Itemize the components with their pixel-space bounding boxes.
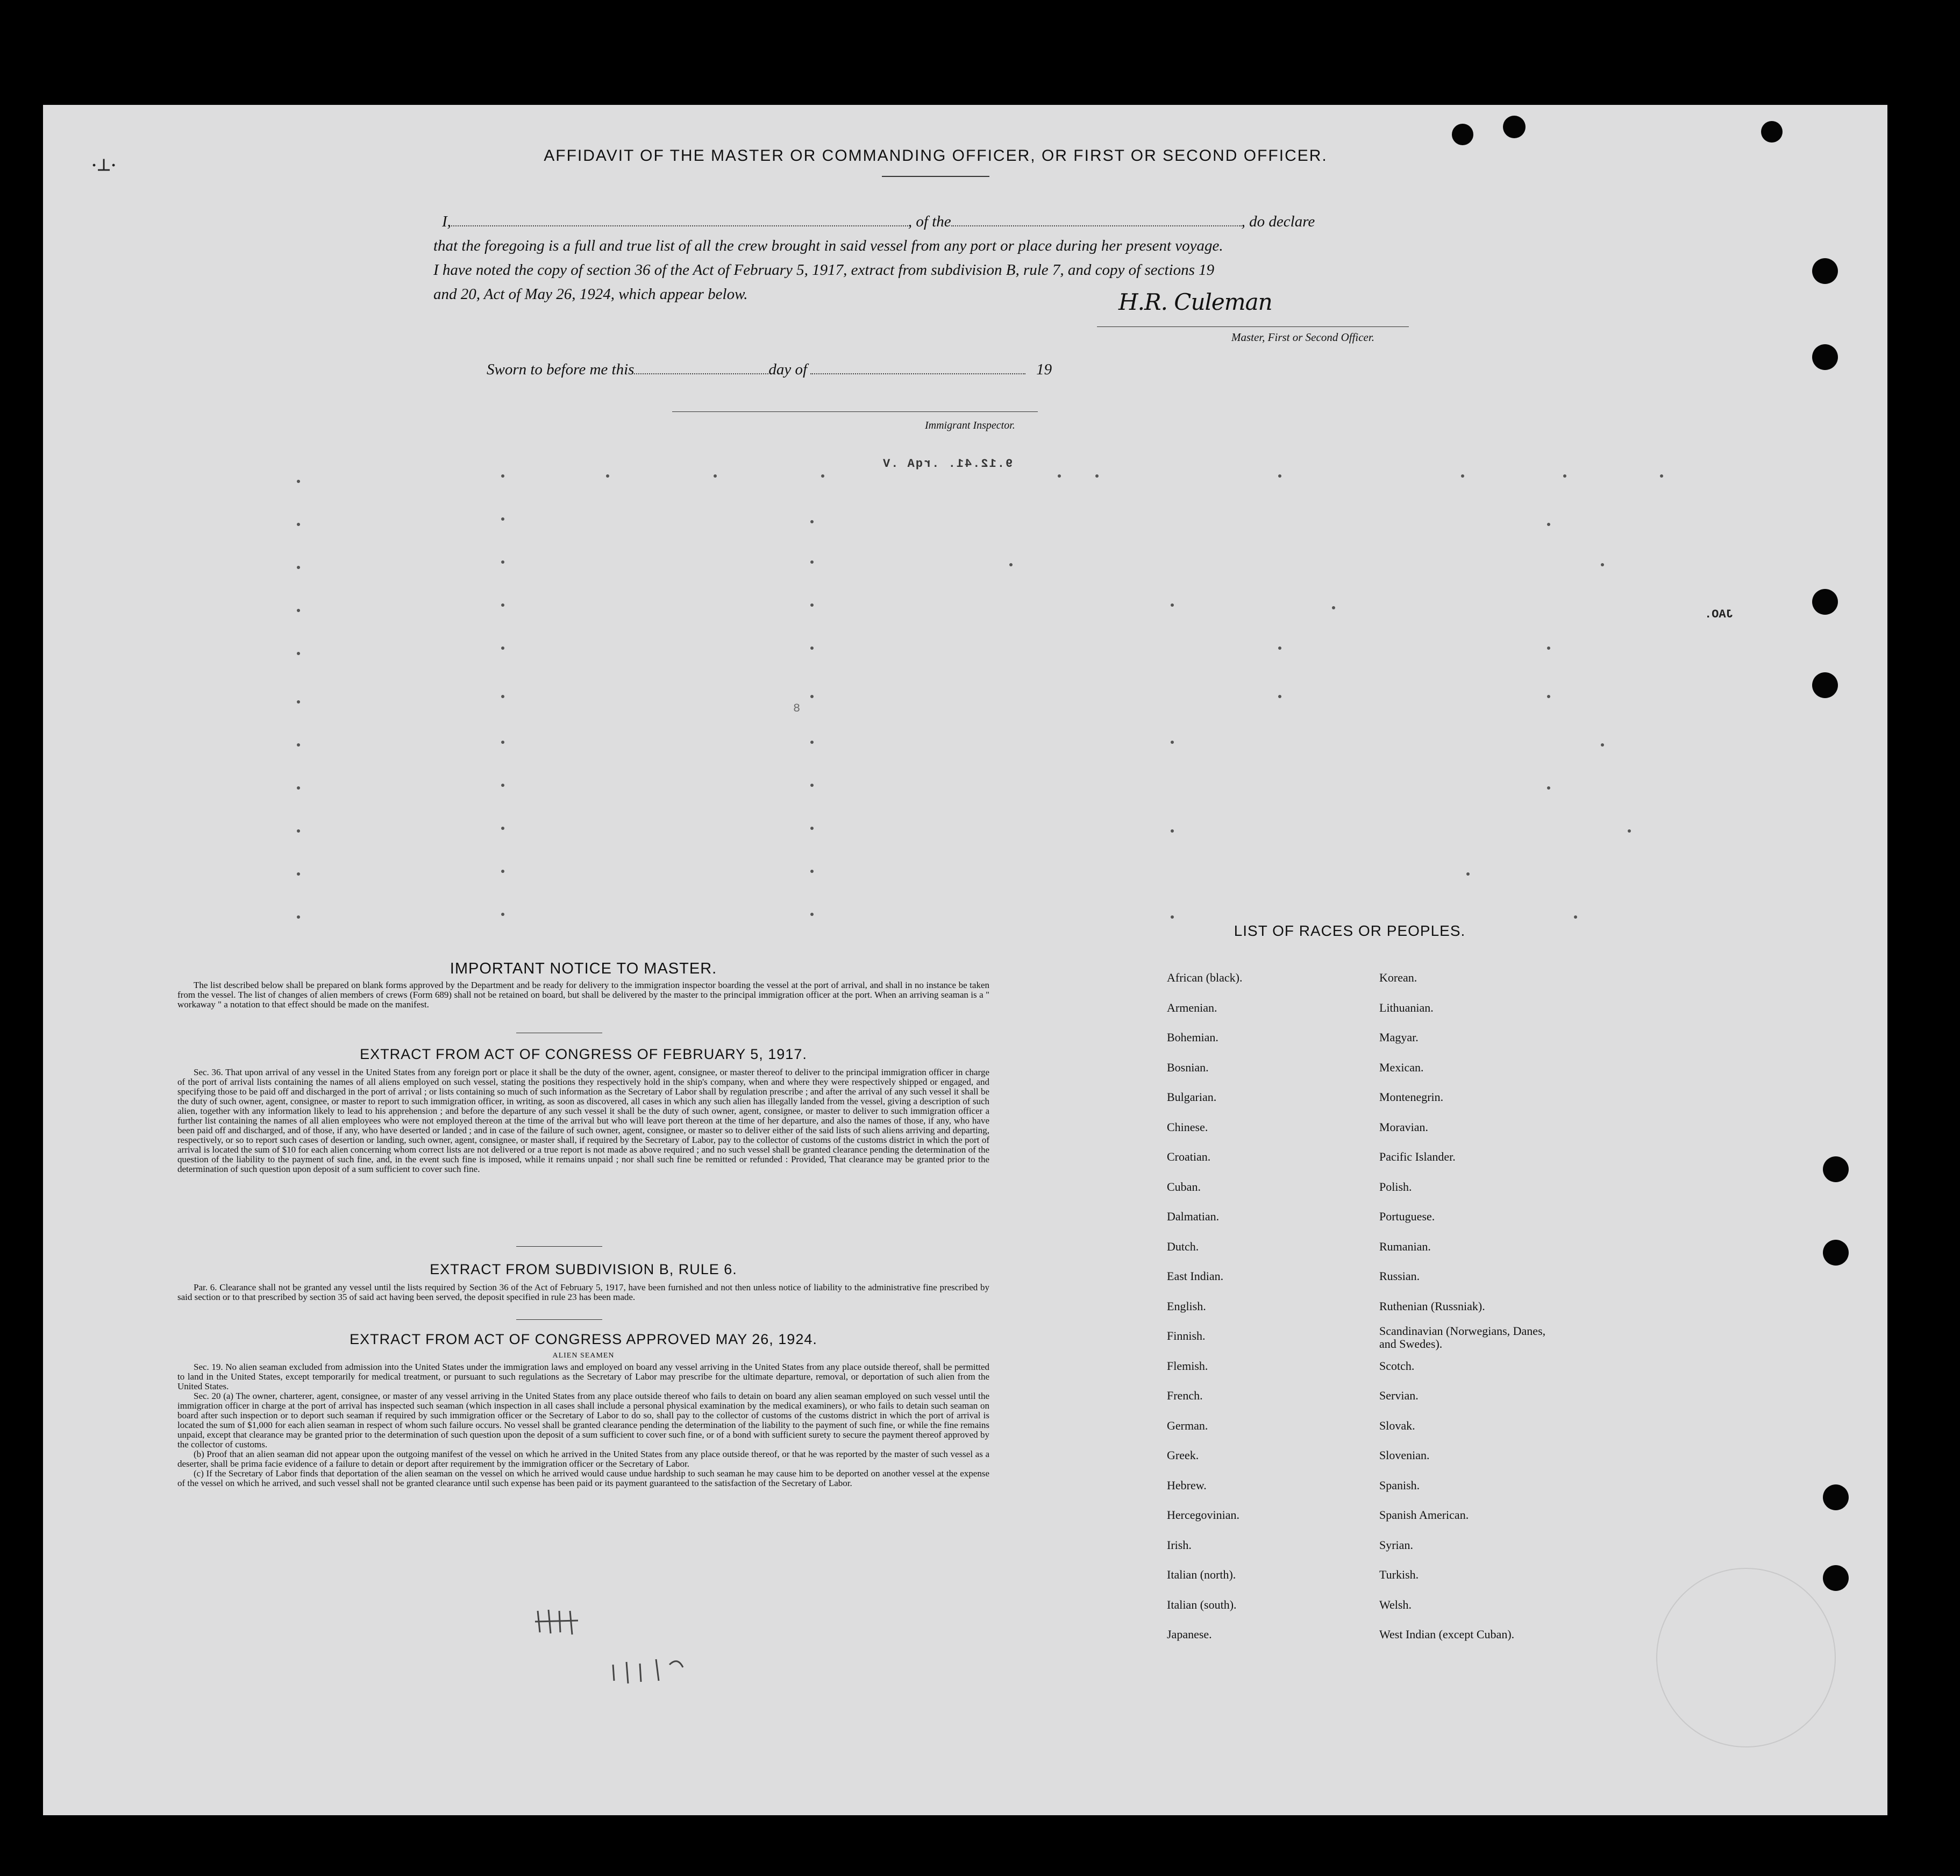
bleed-through-mark: JAO.: [1705, 608, 1733, 621]
race-item: West Indian (except Cuban).: [1379, 1628, 1515, 1641]
race-item: English.: [1167, 1299, 1206, 1313]
punch-hole: [1812, 672, 1838, 698]
races-title: LIST OF RACES OR PEOPLES.: [1234, 922, 1466, 939]
sec-19: Sec. 19. No alien seaman excluded from admission into the United States under the immigration laws and employed on board any vessel arriving in the United States from any place outside thereof, shall be permitted to land in the United States, except temporarily for medical treatment, or pursuant to such regulations as the Secretary of Labor may prescribe for the ultimate departure, removal, or deportation of such alien from the United States.: [177, 1362, 989, 1391]
affidavit-i: I,: [442, 213, 451, 230]
race-item: Montenegrin.: [1379, 1090, 1444, 1104]
punch-hole: [1823, 1484, 1849, 1510]
race-item: Syrian.: [1379, 1538, 1413, 1552]
corner-mark: ·⊥·: [91, 157, 117, 174]
race-item: Japanese.: [1167, 1628, 1212, 1641]
race-item: Welsh.: [1379, 1597, 1412, 1611]
faint-stamp: [1656, 1568, 1836, 1747]
race-item: Dalmatian.: [1167, 1210, 1220, 1223]
extract-1917-title: EXTRACT FROM ACT OF CONGRESS OF FEBRUARY 5, 1917.: [360, 1046, 807, 1062]
inspector-caption: Immigrant Inspector.: [925, 420, 1015, 431]
extract-1924-body: [177, 1362, 989, 1488]
pencil-tally-marks: [527, 1605, 753, 1692]
race-item: Turkish.: [1379, 1568, 1419, 1581]
race-item: Hercegovinian.: [1167, 1508, 1239, 1522]
race-item: Rumanian.: [1379, 1239, 1431, 1253]
extract-1917-body: Sec. 36. That upon arrival of any vessel in the United States from any foreign port or place it shall be the duty of the owner, agent, consignee, or master thereof to deliver to the principal immigration officer in charge of the port of arrival lists containing the names of all aliens employed on such vessel, stating the positions they respectively hold in the ship's company, when and where they were respectively shipped or engaged, and specifying those to be paid off and discharged in the port of arrival ; or lists containing so much of such information as the Secretary of Labor shall by regulation prescribe ; and after the arrival of any such vessel it shall be the duty of such owner, agent, consignee, or master to report to such immigration officer, in writing, as soon as discovered, all cases in which any such alien has illegally landed from the vessel, giving a description of such alien, together with any information likely to lead to his apprehension ; and before the departure of any such vessel it shall be the duty of such owner, agent, consignee, or master to deliver to such immigration officer a further list containing the names of all alien employees who were not employed thereon at the time of the arrival but who will leave port thereon at the time of her departure, and also the names of those, if any, who have been paid off and discharged, and of those, if any, who have deserted or landed ; and in case of the failure of such owner, agent, consignee, or master so to deliver either of the said lists of such aliens arriving and departing, respectively, or so to report such cases of desertion or landing, such owner, agent, consignee, or master shall, if required by the Secretary of Labor, pay to the collector of customs of the customs district in which the port of arrival is located the sum of $10 for each alien concerning whom correct lists are not delivered or a true report is not made as above required ; and no such vessel shall be granted clearance pending the determination of the question of the liability to the payment of such fine, and, in the event such fine is imposed, while it remains unpaid ; nor shall such fine be remitted or refunded : Provided, That clearance may be granted prior to the determination of such question upon deposit of a sum sufficient to cover such fine.: [177, 1067, 989, 1174]
race-item: East Indian.: [1167, 1269, 1224, 1283]
race-item: Lithuanian.: [1379, 1000, 1434, 1014]
race-item: Scandinavian (Norwegians, Danes, and Swedes).: [1379, 1324, 1546, 1351]
subdivision-title: EXTRACT FROM SUBDIVISION B, RULE 6.: [430, 1261, 737, 1277]
extract-1924-title: EXTRACT FROM ACT OF CONGRESS APPROVED MAY 26, 1924.: [350, 1331, 817, 1347]
race-item: Servian.: [1379, 1389, 1419, 1402]
race-item: Cuban.: [1167, 1179, 1201, 1193]
race-item: Magyar.: [1379, 1031, 1419, 1044]
sec-20a: Sec. 20 (a) The owner, charterer, agent, consignee, or master of any vessel arriving in the United States from any place outside thereof who fails to detain on board any alien seaman employed on such vessel until the immigration officer in charge at the port of arrival has inspected such seaman (which inspection in all cases shall include a personal physical examination by the medical examiners), or who fails to detain such seaman on board after such inspection or to deport such seaman if required by such immigration officer or the Secretary of Labor to do so, shall pay to the collector of customs of the customs district in which the port of arrival is located the sum of $1,000 for each alien seaman in respect of whom such failure occurs. No vessel shall be granted clearance pending the determination of the liability to the payment of such fine, or while the fine remains unpaid, except that clearance may be granted prior to the determination of such question upon the deposit of a sum sufficient to cover such fine, or of a bond with sufficient surety to secure the payment thereof approved by the collector of customs.: [177, 1391, 989, 1449]
subdivision-divider: [516, 1319, 602, 1320]
notice-body: The list described below shall be prepared on blank forms approved by the Department and be ready for delivery to the immigration inspector boarding the vessel at the port of arrival, and shall in no instance be taken from the vessel. The list of changes of alien members of crews (Form 689) shall not be retained on board, but shall be delivered by the master to the principal immigration officer at the port. When an arriving seaman is a " workaway " a notation to that effect should be made on the manifest.: [177, 980, 989, 1010]
race-item: Slovenian.: [1379, 1448, 1430, 1462]
race-item: Slovak.: [1379, 1418, 1415, 1432]
race-item: Russian.: [1379, 1269, 1420, 1283]
sworn-prefix: Sworn to before me this: [487, 361, 635, 378]
race-item: Italian (south).: [1167, 1597, 1237, 1611]
race-item: Portuguese.: [1379, 1210, 1435, 1223]
bleed-through-digit: 8: [793, 702, 801, 715]
race-item: Greek.: [1167, 1448, 1199, 1462]
affidavit-of-the: , of the: [908, 213, 951, 230]
punch-hole: [1503, 116, 1526, 138]
punch-hole: [1761, 121, 1783, 143]
signature: H.R. Culeman: [1118, 289, 1272, 315]
signature-caption: Master, First or Second Officer.: [1231, 331, 1374, 344]
race-item: Flemish.: [1167, 1359, 1208, 1373]
notice-title: IMPORTANT NOTICE TO MASTER.: [450, 960, 717, 977]
race-item: Spanish American.: [1379, 1508, 1469, 1522]
race-item: German.: [1167, 1418, 1208, 1432]
punch-hole: [1823, 1565, 1849, 1591]
race-item: Hebrew.: [1167, 1478, 1207, 1492]
subdivision-body: Par. 6. Clearance shall not be granted any vessel until the lists required by Section 36 of the Act of February 5, 1917, have been furnished and not then unless notice of liability to the administrative fine prescribed by said section or to that prescribed by section 35 of said act having been served, the deposit specified in rule 23 has been made.: [177, 1282, 989, 1302]
race-item: Pacific Islander.: [1379, 1150, 1456, 1163]
alien-seamen-subtitle: ALIEN SEAMEN: [552, 1352, 615, 1360]
punch-hole: [1812, 589, 1838, 615]
race-item: Moravian.: [1379, 1120, 1429, 1134]
bleed-through-text: 9.12.41. .rqA .V: [882, 457, 1013, 471]
affidavit-line2: that the foregoing is a full and true list of all the crew brought in said vessel from any port or place during her present voyage.: [433, 237, 1223, 254]
extract-1917-divider: [516, 1246, 602, 1247]
punch-hole: [1823, 1156, 1849, 1182]
punch-hole: [1452, 124, 1473, 145]
sworn-day-of: day of: [768, 361, 808, 378]
race-item: Armenian.: [1167, 1000, 1217, 1014]
race-item: African (black).: [1167, 971, 1243, 984]
race-item: Mexican.: [1379, 1060, 1424, 1074]
race-item: Spanish.: [1379, 1478, 1420, 1492]
race-item: Italian (north).: [1167, 1568, 1236, 1581]
manifest-page: [43, 105, 1887, 1815]
race-item: French.: [1167, 1389, 1203, 1402]
race-item: Dutch.: [1167, 1239, 1199, 1253]
punch-hole: [1823, 1240, 1849, 1266]
sworn-year: 19: [1036, 361, 1052, 378]
sec-20c: (c) If the Secretary of Labor finds that deportation of the alien seaman on the vessel on which he arrived would cause undue hardship to such seaman he may cause him to be deported on another vessel at the expense of the vessel on which he arrived, and such vessel shall not be granted clearance until such expense has been paid or its payment guaranteed to the satisfaction of the Secretary of Labor.: [177, 1468, 989, 1488]
sec-20b: (b) Proof that an alien seaman did not appear upon the outgoing manifest of the vessel on which he arrived in the United States from any place outside thereof, or that he was reported by the master of such vessel as a deserter, shall be prima facie evidence of a failure to detain or deport after requirement by the immigration officer or the Secretary of Labor.: [177, 1449, 989, 1469]
punch-hole: [1812, 258, 1838, 284]
race-item: Bohemian.: [1167, 1031, 1218, 1044]
race-item: Scotch.: [1379, 1359, 1415, 1373]
race-item: Irish.: [1167, 1538, 1192, 1552]
affidavit-line3: I have noted the copy of section 36 of the Act of February 5, 1917, extract from subdivision B, rule 7, and copy of sections 19: [433, 261, 1215, 279]
affidavit-line4: and 20, Act of May 26, 1924, which appear below.: [433, 286, 748, 303]
punch-hole: [1812, 344, 1838, 370]
race-item: Chinese.: [1167, 1120, 1208, 1134]
race-item: Ruthenian (Russniak).: [1379, 1299, 1485, 1313]
race-item: Korean.: [1379, 971, 1417, 984]
race-item: Finnish.: [1167, 1329, 1206, 1342]
affidavit-title: AFFIDAVIT OF THE MASTER OR COMMANDING OFFICER, OR FIRST OR SECOND OFFICER.: [544, 147, 1328, 165]
race-item: Croatian.: [1167, 1150, 1211, 1163]
race-item: Bulgarian.: [1167, 1090, 1217, 1104]
race-item: Polish.: [1379, 1179, 1412, 1193]
race-item: Bosnian.: [1167, 1060, 1209, 1074]
affidavit-do-declare: , do declare: [1241, 213, 1315, 230]
